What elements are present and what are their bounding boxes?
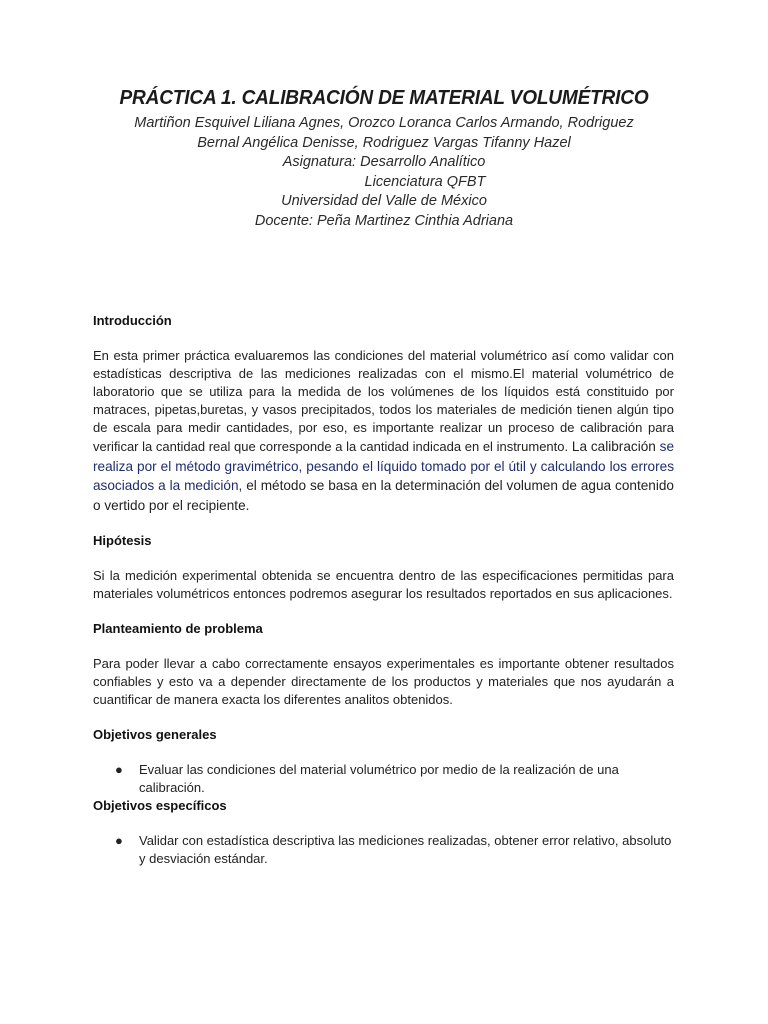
introduction-paragraph (93, 347, 674, 515)
authors-line-1: Martiñon Esquivel Liliana Agnes, Orozco Loranca Carlos Armando, Rodriguez (134, 115, 634, 131)
intro-text-part-4: el método se basa en la determinación del volumen de agua contenido o vertido por el recipiente. (93, 478, 674, 513)
introduction-section (93, 312, 674, 515)
bullet-icon: ● (115, 762, 123, 777)
author-block (0, 114, 768, 232)
degree-line: Licenciatura QFBT (364, 173, 486, 190)
hypothesis-heading: Hipótesis (93, 533, 152, 548)
specific-objective-text: Validar con estadística descriptiva las mediciones realizadas, obtener error relativo, absoluto y desviación estándar. (139, 833, 672, 866)
document-body (93, 312, 674, 868)
problem-section (93, 620, 674, 709)
document-title: PRÁCTICA 1. CALIBRACIÓN DE MATERIAL VOLUMÉTRICO (119, 86, 649, 109)
specific-objectives-heading: Objetivos específicos (93, 798, 227, 813)
subject-line: Asignatura: Desarrollo Analítico (282, 154, 486, 171)
specific-objectives-list (93, 832, 674, 868)
list-item (93, 832, 674, 868)
general-objectives-list (93, 761, 674, 797)
hypothesis-section (93, 532, 674, 603)
list-item (93, 761, 674, 797)
university-line: Universidad del Valle de México (281, 193, 487, 210)
bullet-icon: ● (115, 833, 123, 848)
introduction-heading: Introducción (93, 313, 172, 328)
general-objectives-heading: Objetivos generales (93, 727, 217, 742)
intro-text-part-2: La calibración (568, 439, 660, 454)
specific-objectives-section (93, 797, 674, 868)
intro-text-part-1: En esta primer práctica evaluaremos las condiciones del material volumétrico así como validar con estadísticas descriptiva de las mediciones realizadas con el mismo.El material volumétrico de laboratorio que se utiliza para la medida de los volúmenes de los líquidos está constituido por matraces, pipetas,buretas, y vasos precipitados, todos los materiales de medición tienen algún tipo de escala para medir cantidades, por eso, es importante realizar un proceso de calibración para verificar la cantidad real que corresponde a la cantidad indicada en el instrumento. (93, 348, 674, 454)
general-objective-text: Evaluar las condiciones del material volumétrico por medio de la realización de una calibración. (139, 762, 619, 795)
intro-text-highlight: se realiza por el método gravimétrico, pesando el líquido tomado por el útil y calculando los errores asociados a la medición, (93, 439, 674, 493)
problem-paragraph: Para poder llevar a cabo correctamente ensayos experimentales es importante obtener resultados confiables y esto va a depender directamente de los productos y materiales que nos ayudarán a cuantificar de manera exacta los diferentes analitos obtenidos. (93, 656, 674, 707)
general-objectives-section (93, 726, 674, 797)
hypothesis-paragraph: Si la medición experimental obtenida se encuentra dentro de las especificaciones permitidas para materiales volumétricos entonces podremos asegurar los resultados reportados en sus aplicaciones. (93, 568, 674, 601)
authors-line-2: Bernal Angélica Denisse, Rodriguez Vargas Tifanny Hazel (197, 134, 571, 151)
teacher-line: Docente: Peña Martinez Cinthia Adriana (254, 212, 514, 229)
problem-heading: Planteamiento de problema (93, 621, 263, 636)
